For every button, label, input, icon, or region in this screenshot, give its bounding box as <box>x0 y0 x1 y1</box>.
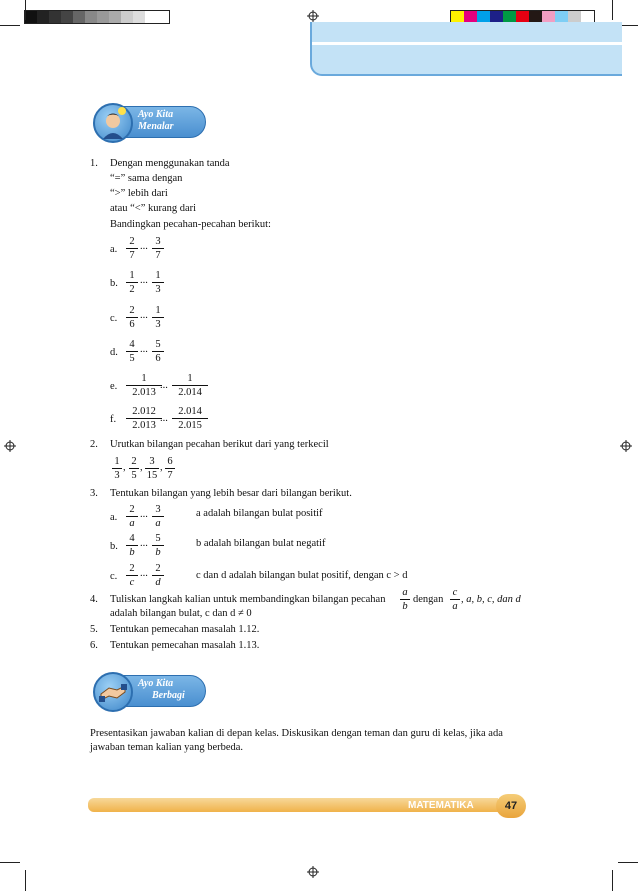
crop-mark <box>612 870 613 891</box>
fraction: 5 b <box>152 532 164 559</box>
fraction: 4 b <box>126 532 138 559</box>
page-number: 47 <box>496 794 526 818</box>
comparison-ellipsis: ... <box>140 241 148 252</box>
badge-title: Ayo Kita Menalar <box>138 109 174 132</box>
crop-mark <box>618 862 638 863</box>
fraction: 1 3 <box>112 455 122 482</box>
crop-mark <box>25 870 26 891</box>
fraction: c a <box>450 586 460 613</box>
question-text: Tuliskan langkah kalian untuk membandingkan bilangan pecahan <box>110 594 386 605</box>
header-tab <box>310 22 622 76</box>
comparison-ellipsis: ... <box>140 344 148 355</box>
comparison-ellipsis: ... <box>160 413 168 424</box>
fraction: 6 7 <box>165 455 175 482</box>
comparison-ellipsis: ... <box>140 538 148 549</box>
fraction: 1 3 <box>152 269 164 296</box>
question-text: Tentukan pemecahan masalah 1.12. <box>110 624 260 635</box>
comparison-ellipsis: ... <box>140 509 148 520</box>
question-text: Bandingkan pecahan-pecahan berikut: <box>110 219 271 230</box>
question-number: 4. <box>90 594 98 605</box>
item-label: a. <box>110 512 118 523</box>
question-number: 2. <box>90 439 98 450</box>
condition-text: c dan d adalah bilangan bulat positif, dengan c > d <box>196 570 408 581</box>
condition-text: a adalah bilangan bulat positif <box>196 508 323 519</box>
crop-mark <box>25 0 26 20</box>
registration-mark-icon <box>4 440 16 452</box>
footer-subject: MATEMATIKA <box>408 800 474 811</box>
fraction: 1 2.014 <box>172 372 208 399</box>
fraction: 2 7 <box>126 235 138 262</box>
comparison-ellipsis: ... <box>140 568 148 579</box>
list-comma: , <box>140 462 143 473</box>
fraction: 1 3 <box>152 304 164 331</box>
fraction: 2 d <box>152 562 164 589</box>
item-label: c. <box>110 313 118 324</box>
crop-mark <box>612 0 613 20</box>
fraction: 3 15 <box>146 456 158 481</box>
fraction: a b <box>400 586 410 613</box>
fraction: 2 5 <box>129 455 139 482</box>
question-text: Dengan menggunakan tanda <box>110 158 230 169</box>
item-label: b. <box>110 541 118 552</box>
closing-paragraph: Presentasikan jawaban kalian di depan kelas. Diskusikan dengan teman dan guru di kelas, jika ada <box>90 728 503 739</box>
fraction: 3 a <box>152 503 164 530</box>
question-text: adalah bilangan bulat, c dan d ≠ 0 <box>110 608 252 619</box>
question-text: Tentukan pemecahan masalah 1.13. <box>110 640 260 651</box>
list-comma: , <box>160 462 163 473</box>
fraction: 2.014 2.015 <box>172 405 208 432</box>
question-text: dengan <box>413 594 444 605</box>
grayscale-calibration-bar <box>24 10 170 24</box>
list-comma: , <box>123 462 126 473</box>
closing-paragraph: jawaban teman kalian yang berbeda. <box>90 742 244 753</box>
item-label: f. <box>110 414 117 425</box>
registration-mark-icon <box>307 10 319 22</box>
fraction: 2 a <box>126 503 138 530</box>
question-text: atau “<” kurang dari <box>110 203 197 214</box>
item-label: d. <box>110 347 118 358</box>
badge-title: Ayo Kita Berbagi <box>138 678 185 701</box>
question-text: “=” sama dengan <box>110 173 183 184</box>
thinking-person-icon <box>93 103 133 143</box>
fraction: 2 c <box>126 562 138 589</box>
item-label: a. <box>110 244 118 255</box>
question-number: 1. <box>90 158 98 169</box>
question-number: 5. <box>90 624 98 635</box>
crop-mark <box>0 25 20 26</box>
question-text: , a, b, c, dan d <box>461 594 521 605</box>
fraction: 5 6 <box>152 338 164 365</box>
question-number: 6. <box>90 640 98 651</box>
condition-text: b adalah bilangan bulat negatif <box>196 538 326 549</box>
registration-mark-icon <box>307 866 319 878</box>
item-label: e. <box>110 381 118 392</box>
question-text: Urutkan bilangan pecahan berikut dari yang terkecil <box>110 439 329 450</box>
comparison-ellipsis: ... <box>140 310 148 321</box>
fraction: 4 5 <box>126 338 138 365</box>
crop-mark <box>0 862 20 863</box>
fraction: 1 2.013 <box>126 372 162 399</box>
question-number: 3. <box>90 488 98 499</box>
fraction: 3 7 <box>152 235 164 262</box>
handshake-icon <box>93 672 133 712</box>
fraction: 2 6 <box>126 304 138 331</box>
registration-mark-icon <box>620 440 632 452</box>
comparison-ellipsis: ... <box>140 275 148 286</box>
item-label: b. <box>110 278 118 289</box>
fraction: 2.012 2.013 <box>126 405 162 432</box>
question-text: “>” lebih dari <box>110 188 168 199</box>
question-text: Tentukan bilangan yang lebih besar dari bilangan berikut. <box>110 488 352 499</box>
fraction: 1 2 <box>126 269 138 296</box>
item-label: c. <box>110 571 118 582</box>
comparison-ellipsis: ... <box>160 380 168 391</box>
